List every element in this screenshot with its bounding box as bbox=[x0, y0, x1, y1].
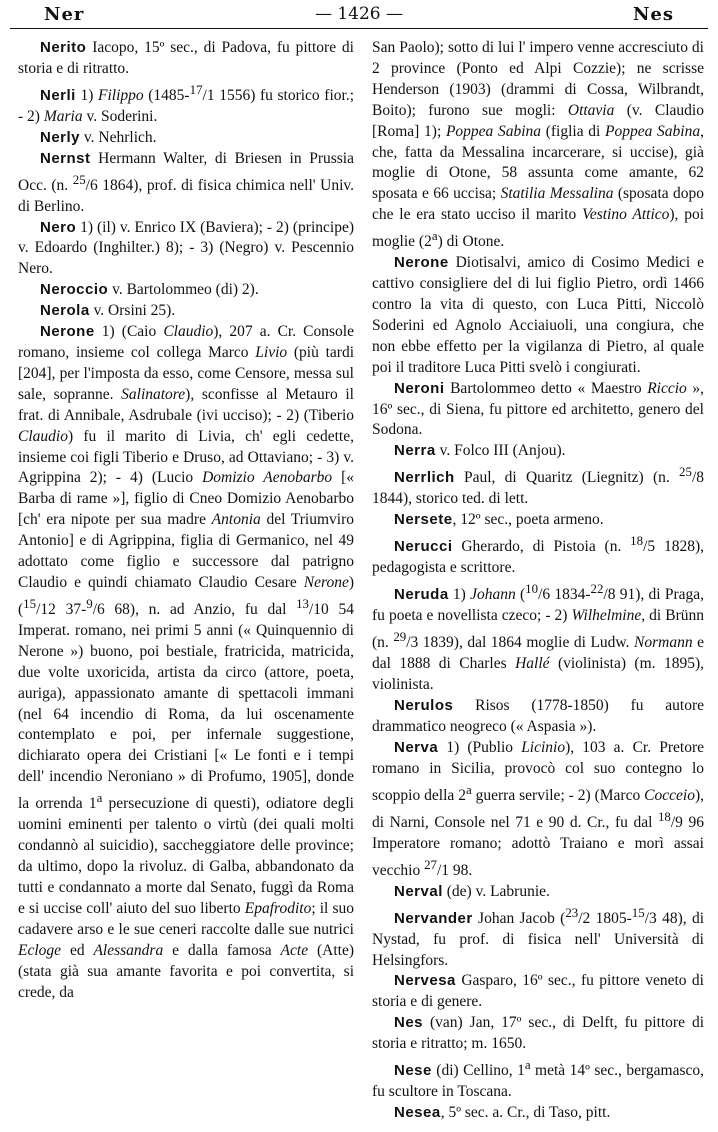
dictionary-entry: Nerone Diotisalvi, amico di Cosimo Medici e cattivo consigliere del di lui figlio Pietro, ordì 1466 contro la vita di questo, con Luca Pitti, Niccolò Soderini ed Agnolo Acciaiuoli, una congiura, che non ebbe effetto per la vigilanza di Pietro, al quale poi il traditore Luca Pitti svelò i congiurati. bbox=[372, 254, 704, 376]
header-right-guideword: Nes bbox=[632, 4, 674, 25]
dictionary-entry: Nerra v. Folco III (Anjou). bbox=[394, 442, 566, 460]
dictionary-entry: Nernst Hermann Walter, di Briesen in Prussia Occ. (n. $^{25}$/6 1864), prof. di fisica chimica nell' Univ. di Berlino. bbox=[18, 149, 354, 215]
dictionary-entry: Nerulos Risos (1778-1850) fu autore drammatico neogreco (« Aspasia »). bbox=[372, 696, 704, 735]
dictionary-entry: Nerito Iacopo, 15º sec., di Padova, fu pittore di storia e di ritratto. bbox=[18, 39, 354, 77]
dictionary-entry: Nerrlich Paul, di Quaritz (Liegnitz) (n. $^{25}$/8 1844), storico ted. di lett. bbox=[372, 464, 704, 508]
dictionary-entry: Nerucci Gherardo, di Pistoia (n. $^{18}$/5 1828), pedagogista e scrittore. bbox=[372, 533, 704, 577]
dictionary-entry: Nerly v. Nehrlich. bbox=[40, 128, 157, 146]
page-header bbox=[0, 0, 718, 26]
dictionary-entry: Nerval (de) v. Labrunie. bbox=[394, 882, 550, 900]
dictionary-entry: San Paolo); sotto di lui l' impero venne accresciuto di 2 province (Ponto ed Alpi Cozzie); ne scrisse Henderson (1903) (drammi di Cossa, Wilbrandt, Boito); furono sue mogli: Ottavia (v. Claudio [Roma] 1); Poppea Sabina (figlia di Poppea Sabina, che, fatta da Messalina incarcerare, si uccise), già moglie di Otone, 58 assunta come amante, 62 sposata e 66 uccisa; Statilia Messalina (sposata dopo che le era stato ucciso il marito Vestino Attico), poi moglie (2$^a$) di Otone. bbox=[372, 39, 705, 251]
dictionary-entry: Neroccio v. Bartolommeo (di) 2). bbox=[40, 281, 259, 299]
dictionary-entry: Neroni Bartolommeo detto « Maestro Riccio », 16º sec., di Siena, fu pittore ed architetto, genero del Sodona. bbox=[372, 379, 705, 439]
dictionary-entry: Nero 1) (il) v. Enrico IX (Baviera); - 2) (principe) v. Edoardo (Inghilter.) 8); - 3) (Negro) v. Pescennio Nero. bbox=[18, 218, 354, 278]
dictionary-entry: Neruda 1) Johann ($^{10}$/6 1834-$^{22}$/8 91), di Praga, fu poeta e novellista czeco; - 2) Wilhelmine, di Brünn (n. $^{29}$/3 1839), dal 1864 moglie di Ludw. Normann e dal 1888 di Charles Hallé (violinista) (m. 1895), violinista. bbox=[372, 581, 704, 694]
dictionary-entry: Nersete, 12º sec., poeta armeno. bbox=[394, 511, 604, 529]
header-left-guideword: Ner bbox=[44, 4, 85, 25]
right-column bbox=[372, 38, 704, 1124]
left-column bbox=[18, 38, 354, 1003]
dictionary-entry: Nerola v. Orsini 25). bbox=[40, 302, 176, 320]
dictionary-entry: Nerone 1) (Caio Claudio), 207 a. Cr. Console romano, insieme col collega Marco Livio (più tardi [204], per l'imposta da esso, come Censore, messa sul sale, sopranne. Salinatore), sconfisse al Metauro il frat. di Annibale, Asdrubale (ivi ucciso); - 2) (Tiberio Claudio) fu il marito di Livia, ch' egli cedette, insieme coi figli Tiberio e Druso, ad Ottaviano; - 3) v. Agrippina 2); - 4) (Lucio Domizio Aenobarbo [« Barba di rame »], figlio di Cneo Domizio Aenobarbo [ch' era nipote per sua madre Antonia del Triumviro Antonio] e di Agrippina, figlia di Germanico, nel 49 adottato come figlio e successore dal patrigno Claudio e quindi chiamato Claudio Cesare Nerone) ($^{15}$/12 37-$^9$/6 68), n. ad Anzio, fu dal $^{13}$/10 54 Imperat. romano, nei primi 5 anni (« Quinquennio di Nerone ») buono, poi bestiale, fratricida, matricida, due volte uxoricida, artista da circo (attore, poeta, auriga), appassionato amante di spettacoli immani (nel 64 incendio di Roma, da lui oscenamente contemplato e poi, per infernale suggestione, dichiarato opera dei Cristiani [« Le fonti e i tempi dell' incendio Neroniano » di Profumo, 1905], donde la orrenda 1$^a$ persecuzione di questi), odiatore degli uomini eminenti per talento o virtù (dei quali molti condannò al suicidio), saccheggiatore delle province; da ultimo, dopo la rivoluz. di Galba, abbandonato da tutti e condannato a morte dal Senato, fuggì da Roma e si uccise coll' aiuto del suo liberto Epafrodito; il suo cadavere arso e le sue ceneri raccolte dalle sue nutrici Ecloge ed Alessandra e dalla famosa Acte (Atte) (stata già sua amante favorita e poi convertita, si crede, da bbox=[18, 323, 355, 1001]
dictionary-entry: Nervander Johan Jacob ($^{23}$/2 1805-$^{15}$/3 48), di Nystad, fu prof. di fisica nell' Università di Helsingfors. bbox=[372, 904, 704, 969]
dictionary-entry: Nerva 1) (Publio Licinio), 103 a. Cr. Pretore romano in Sicilia, provocò col suo contegno lo scoppio della 2$^a$ guerra servile; - 2) (Marco Cocceio), di Narni, Console nel 71 e 90 d. Cr., fu dal $^{18}$/9 96 Imperatore romano; adottò Traiano e morì assai vecchio $^{27}$/1 98. bbox=[372, 738, 704, 879]
dictionary-entry: Nes (van) Jan, 17º sec., di Delft, fu pittore di storia e ritratto; m. 1650. bbox=[372, 1014, 704, 1053]
header-rule bbox=[10, 28, 708, 29]
dictionary-entry: Nervesa Gasparo, 16º sec., fu pittore veneto di storia e di genere. bbox=[372, 972, 704, 1011]
dictionary-entry: Nese (di) Cellino, 1$^a$ metà 14º sec., bergamasco, fu scultore in Toscana. bbox=[372, 1057, 704, 1101]
dictionary-entry: Nerli 1) Filippo (1485-$^{17}$/1 1556) fu storico fior.; - 2) Maria v. Soderini. bbox=[18, 81, 355, 125]
dictionary-entry: Nesea, 5º sec. a. Cr., di Taso, pitt. bbox=[394, 1104, 611, 1122]
page-number: — 1426 — bbox=[314, 4, 404, 24]
